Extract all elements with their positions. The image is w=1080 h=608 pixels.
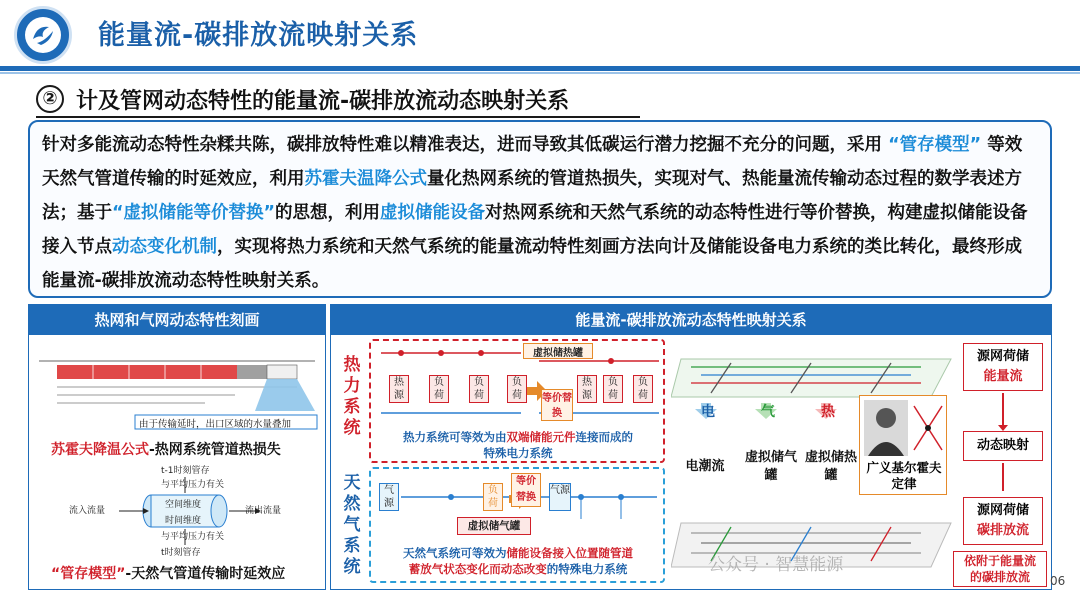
mapping-arrows bbox=[993, 391, 1013, 491]
heat-caption-black: -热网系统管道热损失 bbox=[149, 442, 281, 458]
heat-caption-text bbox=[377, 429, 659, 461]
kirchhoff-portrait-icon bbox=[864, 400, 908, 456]
gas-label-prev: t-1时刻管存 bbox=[161, 466, 210, 476]
gas-caption-red: “管存模型” bbox=[51, 566, 126, 582]
desc-part: ，实现将热力系统和天然气系统的能量流动特性刻画方法向计及储能设备电力系统的类比转化，最终形成能量流-碳排放流动态特性映射关系。 bbox=[42, 237, 1022, 291]
gas-caption-b: 蓄放气状态变化而动态改变 bbox=[408, 562, 547, 576]
virtual-heat-tank-tag: 虚拟储热罐 bbox=[523, 343, 593, 359]
gas-label-space: 空间维度 bbox=[165, 500, 202, 510]
gas-label-inflow: 流入流量 bbox=[69, 506, 106, 516]
gas-load-node: 负荷 bbox=[483, 483, 503, 511]
heat-caption-a: 热力系统可等效为由 bbox=[403, 430, 507, 444]
heat-caption bbox=[51, 439, 281, 459]
page-number: 06 bbox=[1050, 574, 1066, 588]
gas-label-time: 时间维度 bbox=[165, 516, 202, 526]
gas-source-node-2: 气源 bbox=[549, 483, 571, 511]
gas-caption bbox=[51, 563, 285, 583]
right-panel bbox=[330, 304, 1052, 590]
gas-caption-a: 天然气系统可等效为 bbox=[403, 546, 507, 560]
type-heat: 热 bbox=[821, 404, 835, 420]
heat-load-node-5: 负荷 bbox=[633, 375, 653, 403]
heat-caption-red: 苏霍夫降温公式 bbox=[51, 442, 149, 458]
desc-highlight: 动态变化机制 bbox=[112, 237, 217, 257]
heat-load-node-3: 负荷 bbox=[507, 375, 527, 403]
heat-caption-b: 连接而成的 bbox=[575, 430, 633, 444]
section-number: ② bbox=[36, 85, 64, 113]
desc-part: 量化热网系统的管道热损失，实现对气、热能量流传输动态过程的数学表述方法；基于 bbox=[42, 169, 1022, 223]
gas-caption-c: 的特殊电力系统 bbox=[546, 562, 628, 576]
heat-source-node-2: 热源 bbox=[577, 375, 597, 403]
column-virtual-gas-tank: 虚拟储气罐 bbox=[744, 450, 797, 483]
desc-part: 等效天然气管道传输的时延效应，利用 bbox=[42, 135, 1023, 189]
source-grid-load-storage-carbon bbox=[963, 497, 1043, 545]
left-panel bbox=[28, 304, 326, 590]
gas-caption-text bbox=[377, 545, 659, 577]
column-virtual-heat-tank: 虚拟储热罐 bbox=[804, 450, 857, 483]
gas-system-label: 天然气系统 bbox=[343, 473, 361, 577]
heat-system-box bbox=[369, 339, 665, 463]
desc-part: 对热网系统和天然气系统的动态特性进行等价替换，构建虚拟储能设备接入节点 bbox=[42, 203, 1028, 257]
source-grid-load-storage-energy bbox=[963, 343, 1043, 391]
header-divider-thin bbox=[0, 72, 1080, 74]
heat-load-node-1: 负荷 bbox=[429, 375, 449, 403]
gas-system-box bbox=[369, 467, 665, 583]
carbon-flow-label-b: 碳排放流 bbox=[976, 523, 1029, 538]
description-text bbox=[42, 128, 1038, 298]
desc-part: 针对多能流动态特性杂糅共陈，碳排放特性难以精准表达，进而导致其低碳运行潜力挖掘不充分的问题，采用 bbox=[42, 135, 882, 155]
heat-system-label: 热力系统 bbox=[343, 355, 361, 438]
slide-header bbox=[0, 0, 1080, 70]
carbon-flow-label-a: 源网荷储 bbox=[976, 503, 1029, 518]
heat-caption-red: 双端储能元件 bbox=[506, 430, 576, 444]
energy-flow-label-b: 能量流 bbox=[983, 369, 1023, 384]
page-title: 能量流-碳排放流映射关系 bbox=[98, 20, 419, 51]
energy-flow-label-a: 源网荷储 bbox=[976, 349, 1029, 364]
kirchhoff-box bbox=[859, 395, 947, 495]
right-panel-header: 能量流-碳排放流动态特性映射关系 bbox=[331, 305, 1051, 335]
type-gas: 气 bbox=[761, 404, 775, 420]
subtitle-underline bbox=[36, 116, 640, 118]
column-power-flow: 电潮流 bbox=[685, 459, 725, 474]
heat-load-node-4: 负荷 bbox=[603, 375, 623, 403]
desc-part: 的思想，利用 bbox=[275, 203, 381, 223]
gas-label-mid-top: 与平均压力有关 bbox=[161, 480, 225, 490]
gas-pipe-diagram bbox=[69, 463, 299, 557]
carbon-attached-note bbox=[953, 551, 1047, 587]
gas-label-mid-bottom: 与平均压力有关 bbox=[161, 532, 225, 542]
kirchhoff-label: 广义基尔霍夫定律 bbox=[866, 460, 942, 491]
desc-highlight: “管存模型” bbox=[888, 135, 982, 155]
gas-label-outflow: 流出流量 bbox=[245, 506, 282, 516]
note-a: 依附于能量流 bbox=[963, 554, 1036, 568]
section-subtitle: 计及管网动态特性的能量流-碳排放流动态映射关系 bbox=[76, 89, 570, 114]
type-electric: 电 bbox=[701, 404, 715, 420]
gas-caption-red: 储能设备接入位置随管道 bbox=[506, 546, 633, 560]
heat-equivalent-replace: 等价替换 bbox=[541, 389, 573, 421]
wechat-watermark: 公众号 · 智慧能源 bbox=[708, 555, 844, 575]
gas-equivalent-replace: 等价替换 bbox=[511, 473, 541, 507]
virtual-gas-tank-tag: 虚拟储气罐 bbox=[457, 517, 531, 535]
desc-highlight: “虚拟储能等价替换” bbox=[112, 203, 276, 223]
description-box bbox=[28, 120, 1052, 298]
university-seal-icon bbox=[14, 6, 72, 64]
left-panel-header: 热网和气网动态特性刻画 bbox=[29, 305, 325, 335]
gas-label-curr: t时刻管存 bbox=[161, 548, 201, 558]
current-node-icon bbox=[910, 400, 946, 456]
dynamic-mapping-box: 动态映射 bbox=[963, 431, 1043, 461]
heat-source-node: 热源 bbox=[389, 375, 409, 403]
gas-source-node: 气源 bbox=[379, 483, 399, 511]
pipe-note: 由于传输延时，出口区域的水量叠加 bbox=[139, 419, 292, 430]
heat-pipe-diagram bbox=[35, 341, 319, 439]
heat-caption-c: 特殊电力系统 bbox=[483, 446, 553, 460]
header-divider bbox=[0, 66, 1080, 71]
desc-highlight: 虚拟储能设备 bbox=[380, 203, 486, 223]
desc-highlight: 苏霍夫温降公式 bbox=[304, 169, 427, 189]
note-b: 的碳排放流 bbox=[969, 570, 1030, 584]
heat-load-node-2: 负荷 bbox=[469, 375, 489, 403]
gas-caption-black: -天然气管道传输时延效应 bbox=[125, 566, 286, 582]
